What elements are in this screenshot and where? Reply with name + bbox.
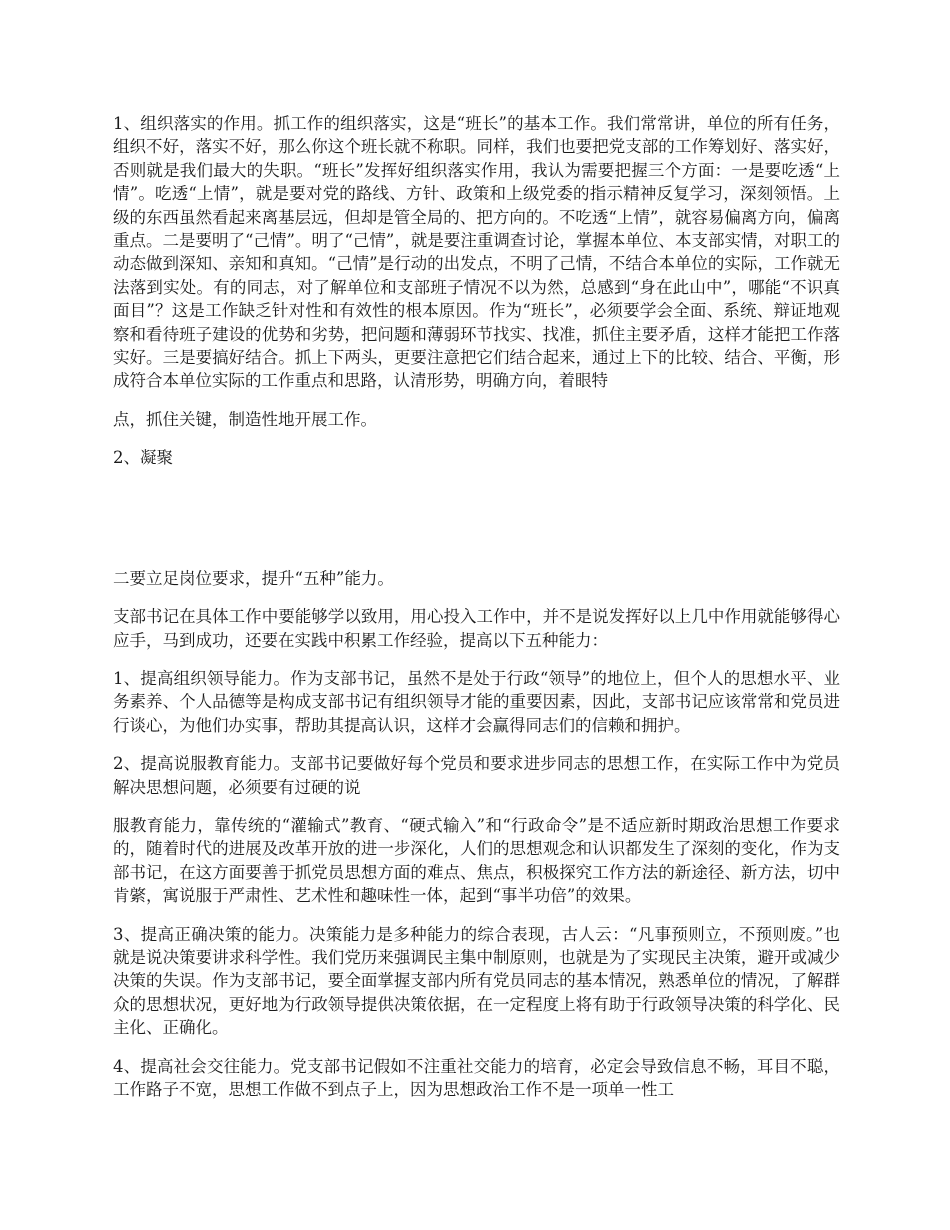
paragraph-persuasion-ability-continued: 服教育能力，靠传统的“灌输式”教育、“硬式输入”和“行政命令”是不适应新时期政治思想工作要求的，随着时代的进展及改革开放的进一步深化，人们的思想观念和认识都发生了深刻的变化，作为支部书记，在这方面要善于抓党员思想方面的难点、焦点，积极探究工作方法的新途径、新方法，切中肯綮，寓说服于严肃性、艺术性和趣味性一体，起到“事半功倍”的效果。 (113, 815, 840, 906)
paragraph-decision-ability: 3、提高正确决策的能力。决策能力是多种能力的综合表现，古人云：“凡事预则立，不预则废。”也就是说决策要讲求科学性。我们党历来强调民主集中制原则，也就是为了实现民主决策，避开或减少决策的失误。作为支部书记，要全面掌握支部内所有党员同志的基本情况，熟悉单位的情况，了解群众的思想状况，更好地为行政领导提供决策依据，在一定程度上将有助于行政领导决策的科学化、民主化、正确化。 (113, 924, 840, 1038)
blank-gap (113, 485, 840, 567)
paragraph-organization-role-continued: 点，抓住关键，制造性地开展工作。 (113, 409, 377, 429)
paragraph-social-ability: 4、提高社会交往能力。党支部书记假如不注重社交能力的培育，必定会导致信息不畅，耳目不聪，工作路子不宽，思想工作做不到点子上，因为思想政治工作不是一项单一性工 (113, 1056, 840, 1099)
paragraph-cohesion-heading: 2、凝聚 (113, 448, 173, 468)
paragraph-leadership-ability: 1、提高组织领导能力。作为支部书记，虽然不是处于行政“领导”的地位上，但个人的思想水平、业务素养、个人品德等是构成支部书记有组织领导才能的重要因素，因此，支部书记应该常常和党员进行谈心，为他们办实事，帮助其提高认识，这样才会赢得同志们的信赖和拥护。 (113, 668, 840, 735)
paragraph-persuasion-ability: 2、提高说服教育能力。支部书记要做好每个党员和要求进步同志的思想工作，在实际工作中为党员解决思想问题，必须要有过硬的说 (113, 754, 840, 797)
paragraph-intro: 支部书记在具体工作中要能够学以致用，用心投入工作中，并不是说发挥好以上几中作用就能够得心应手，马到成功，还要在实践中积累工作经验，提高以下五种能力： (113, 607, 840, 650)
paragraph-organization-role: 1、组织落实的作用。抓工作的组织落实，这是“班长”的基本工作。我们常常讲，单位的所有任务，组织不好，落实不好，那么你这个班长就不称职。同样，我们也要把党支部的工作筹划好、落实好，否则就是我们最大的失职。“班长”发挥好组织落实作用，我认为需要把握三个方面：一是要吃透“上情”。吃透“上情”，就是要对党的路线、方针、政策和上级党委的指示精神反复学习，深刻领悟。上级的东西虽然看起来离基层远，但却是管全局的、把方向的。不吃透“上情”，就容易偏离方向，偏离重点。二是要明了“己情”。明了“己情”，就是要注重调查讨论，掌握本单位、本支部实情，对职工的动态做到深知、亲知和真知。“己情”是行动的出发点，不明了己情，不结合本单位的实际，工作就无法落到实处。有的同志，对了解单位和支部班子情况不以为然，总感到“身在此山中”，哪能“不识真面目”？这是工作缺乏针对性和有效性的根本原因。作为“班长”，必须要学会全面、系统、辩证地观察和看待班子建设的优势和劣势，把问题和薄弱环节找实、找准，抓住主要矛盾，这样才能把工作落实好。三是要搞好结合。抓上下两头，更要注意把它们结合起来，通过上下的比较、结合、平衡，形成符合本单位实际的工作重点和思路，认清形势，明确方向，着眼特 (113, 114, 840, 391)
section-heading-five-abilities: 二要立足岗位要求，提升“五种”能力。 (113, 568, 394, 588)
document-body (113, 112, 840, 1116)
